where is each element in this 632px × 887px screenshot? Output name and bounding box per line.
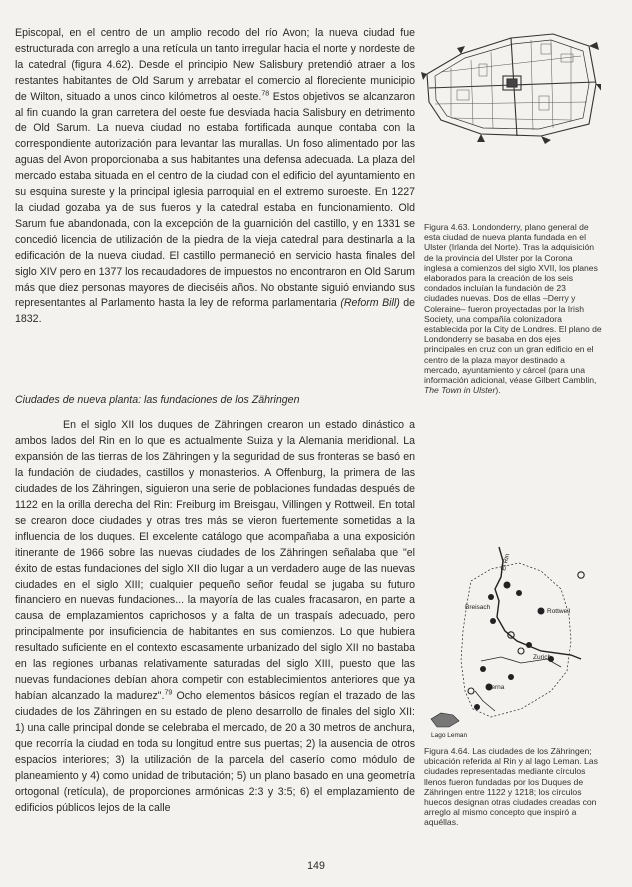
para1-text-a: Episcopal, en el centro de un amplio recodo del río Avon; la nueva ciudad fue estructurada con arreglo a una retícula un tanto irregular hacia el norte y nordeste de la catedral (figura 4.62). Desde el principio New Salisbury pretendió atraer a los restantes habitantes de Old Sarum y arrebatar el comercio al floreciente municipio de Wilton, situado a unos cinco kilómetros al oeste. <box>15 27 415 103</box>
section-heading: Ciudades de nueva planta: las fundaciones de los Zähringen <box>15 394 300 406</box>
label-rhine: El Rin <box>500 552 512 572</box>
londonderry-plan-figure <box>421 24 601 144</box>
footnote-79: 79 <box>164 689 173 697</box>
para1-text-c: de 1832. <box>15 297 416 326</box>
label-zurich: Zurich <box>533 654 552 661</box>
label-breisach: Breisach <box>465 604 491 611</box>
figure-4-63-caption <box>424 222 602 395</box>
paragraph-salisbury <box>15 26 415 328</box>
para2-text-b: Ocho elementos básicos regían el trazado de las ciudades de los Zähringen en su estado de pleno desarrollo de finales del siglo XII: 1) una calle principal donde se celebraba el mercado, de 20 a 30 metros de anchura, que recorría la ciudad en toda su longitud entre sus puertas; 2) la ausencia de otros espacios interiores; 3) la utilización de la parcela del caserío como módulo de planeamiento y 4) como unidad de tributación; 5) un plano basado en una geometría ortogonal (retícula), de proporciones armónicas 2:3 y 3:5; 6) el emplazamiento de edificios públicos lejos de la calle <box>15 690 415 814</box>
caption-4-63-end: ). <box>495 385 501 396</box>
reform-bill-italic: (Reform Bill) <box>340 297 400 310</box>
footnote-78: 78 <box>261 90 270 98</box>
figure-4-64-caption: Figura 4.64. Las ciudades de los Zähringen; ubicación referida al Rin y al lago Leman. Las ciudades representadas mediante círculos llenos fueron fundadas por los Duques de Zähringen entre 1122 y 1218; los círculos huecos designan otras ciudades creadas con arreglo al mismo concepto que inspiró a aquéllas. <box>424 746 598 828</box>
para2-text-a: En el siglo XII los duques de Zähringen crearon un estado dinástico a ambos lados del Rin en lo que es actualmente Suiza y la Alemania meridional. La expansión de las tierras de los Zähringen y la seguridad de sus fronteras se basó en la fundación de ciudades, castillos y monasterios. A Offenburg, la primera de las ciudades de los Zähringen, siguieron una serie de poblaciones fundadas después de 1122 en la orilla derecha del Rin: Freiburg im Breisgau, Villingen y Rottweil. En total se crearon doce ciudades y otras tres más se vieron fuertemente sometidas a la influencia de los duques. El excelente catálogo que acompañaba a una exposición itinerante de 1966 sobre las nuevas ciudades de los Zähringen señalaba que "el éxito de estas fundaciones del siglo XII dio lugar a un verdadero auge de las nuevas ciudades en el siglo XIII; cualquier pequeño señor feudal se jugaba su futuro financiero en nuevas fundaciones... la mayoría de las cuales fracasaron, en parte a causa de emplazamientos caprichosos y a falta de un traspaís adecuado, pero principalmente por insuficiencia de habitantes en sus comienzos. Lo que hubiera resultado suficiente en el contexto escasamente urbanizado del siglo XII no bastaba en las regiones urbanas relativamente saturadas del siglo XIII, puesto que las nuevas fundaciones debían ahora competir con establecimientos anteriores que ya habían alcanzado la madurez". <box>15 419 415 703</box>
label-lago-leman: Lago Leman <box>431 732 468 739</box>
page-number: 149 <box>307 860 325 872</box>
label-rottweil: Rottweil <box>547 608 571 615</box>
paragraph-zahringen <box>15 418 415 817</box>
caption-4-63-italic: The Town in Ulster <box>424 385 496 396</box>
label-berna: Berna <box>487 684 505 691</box>
zahringen-towns-map <box>421 541 601 741</box>
para1-text-b: Estos objetivos se alcanzaron al fin cuando la gran carretera del oeste fue desviada hacia Salisbury en detrimento de Old Sarum. La nueva ciudad no estaba fortificada aunque contaba con la correspondiente autorización para levantar las murallas. Un foso alimentado por las aguas del Avon proporcionaba a sus habitantes una defensa adecuada. La plaza del mercado estaba situada en el centro de la ciudad con el edificio del ayuntamiento en su esquina sureste y la principal iglesia parroquial en el extremo suroeste. En 1227 la ciudad gozaba ya de sus fueros y la catedral estaba en funcionamiento. Old Sarum fue abandonada, con la excepción de la guarnición del castillo, y en 1331 se concedió licencia de utilización de la piedra de la vieja catedral para destinarla a la edificación de la nueva ciudad. El castillo permaneció en servicio hasta finales del siglo XIV pero en 1377 los recaudadores de impuestos no encontraron en Old Sarum más que diez personas mayores de dieciséis años. No obstante siguió enviando sus representantes al Parlamento hasta la ley de reforma parlamentaria <box>15 90 416 310</box>
caption-4-63-text: Figura 4.63. Londonderry, plano general de esta ciudad de nueva planta fundada en el Ulster (Irlanda del Norte). Tras la adquisición de la provincia del Ulster por la Corona inglesa a comienzos del siglo XVII, los planes elaborados para la creación de los seis condados incluían la fundación de 23 ciudades nuevas. Dos de ellas –Derry y Coleraine– fueron proyectadas por la Irish Society, una compañía colonizadora establecida por la City de Londres. El plano de Londonderry se basaba en dos ejes principales en cruz con un gran edificio en el centro de la plaza mayor destinado a mercado, ayuntamiento y cárcel (para una información adicional, véase Gilbert Camblin, <box>424 222 602 386</box>
